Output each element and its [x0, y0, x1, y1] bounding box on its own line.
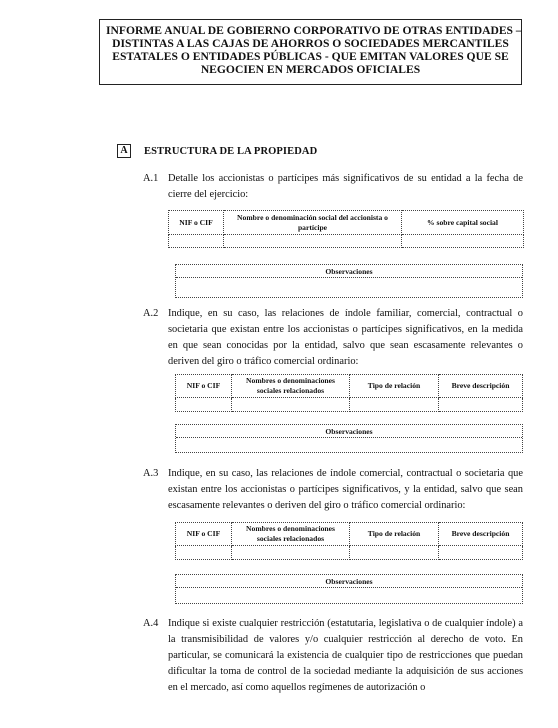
observations-label: Observaciones — [176, 425, 522, 438]
table-cell — [224, 235, 402, 248]
table-header: Nombres o denominaciones sociales relacionados — [232, 523, 350, 546]
table-header: Nombre o denominación social del accionista o partícipe — [224, 211, 402, 235]
table-header: Breve descripción — [439, 523, 523, 546]
table-cell — [439, 398, 523, 412]
item-number-a4: A.4 — [143, 618, 159, 629]
observations-box-a3 — [175, 574, 523, 604]
table-header: % sobre capital social — [402, 211, 524, 235]
table-header: NIF o CIF — [169, 211, 224, 235]
table-cell — [176, 398, 232, 412]
table-header: NIF o CIF — [176, 375, 232, 398]
item-number-a1: A.1 — [143, 173, 159, 184]
observations-box-a2 — [175, 424, 523, 453]
table-header: NIF o CIF — [176, 523, 232, 546]
table-cell — [169, 235, 224, 248]
observations-label: Observaciones — [176, 575, 522, 588]
item-number-a2: A.2 — [143, 308, 159, 319]
title-line: DISTINTAS A LAS CAJAS DE AHORROS O SOCIEDADES MERCANTILES — [112, 37, 509, 50]
table-header: Tipo de relación — [350, 375, 439, 398]
relations-table-a3 — [175, 522, 523, 560]
table-header: Nombres o denominaciones sociales relacionados — [232, 375, 350, 398]
section-title: ESTRUCTURA DE LA PROPIEDAD — [144, 145, 318, 157]
table-header: Breve descripción — [439, 375, 523, 398]
table-cell — [439, 546, 523, 560]
item-text-a3: Indique, en su caso, las relaciones de índole comercial, contractual o societaria que existan entre los accionistas o partícipes significativos, y la entidad, salvo que sean escasamente relevantes o deriven del giro o tráfico comercial ordinario: — [168, 468, 523, 511]
section-heading — [117, 143, 317, 159]
table-cell — [402, 235, 524, 248]
table-header: Tipo de relación — [350, 523, 439, 546]
document-title — [99, 19, 522, 85]
section-letter-box: A — [117, 144, 131, 158]
table-cell — [232, 546, 350, 560]
observations-label: Observaciones — [176, 265, 522, 278]
title-line: NEGOCIEN EN MERCADOS OFICIALES — [200, 63, 421, 76]
item-number-a3: A.3 — [143, 468, 159, 479]
item-text-a1: Detalle los accionistas o partícipes más significativos de su entidad a la fecha de cierre del ejercicio: — [168, 173, 523, 200]
table-cell — [176, 546, 232, 560]
title-line: INFORME ANUAL DE GOBIERNO CORPORATIVO DE OTRAS ENTIDADES – — [106, 24, 522, 37]
table-cell — [350, 546, 439, 560]
table-cell — [350, 398, 439, 412]
item-text-a4: Indique si existe cualquier restricción (estatutaria, legislativa o de cualquier índole) a la transmisibilidad de valores y/o cualquier restricción al derecho de voto. En particular, se comunicará la existencia de cualquier tipo de restricciones que puedan dificultar la toma de control de la sociedad mediante la adquisición de sus acciones en el mercado, así como aquellos regímenes de autorización o — [168, 618, 523, 693]
table-cell — [232, 398, 350, 412]
shareholders-table — [168, 210, 524, 248]
item-text-a2: Indique, en su caso, las relaciones de índole familiar, comercial, contractual o societaria que existan entre los accionistas o partícipes significativos, en la medida en que sean conocidas por la entidad, salvo que sean escasamente relevantes o deriven del giro o tráfico comercial ordinario: — [168, 308, 523, 367]
observations-box-a1 — [175, 264, 523, 298]
relations-table-a2 — [175, 374, 523, 412]
title-line: ESTATALES O ENTIDADES PÚBLICAS - QUE EMITAN VALORES QUE SE — [112, 50, 509, 63]
